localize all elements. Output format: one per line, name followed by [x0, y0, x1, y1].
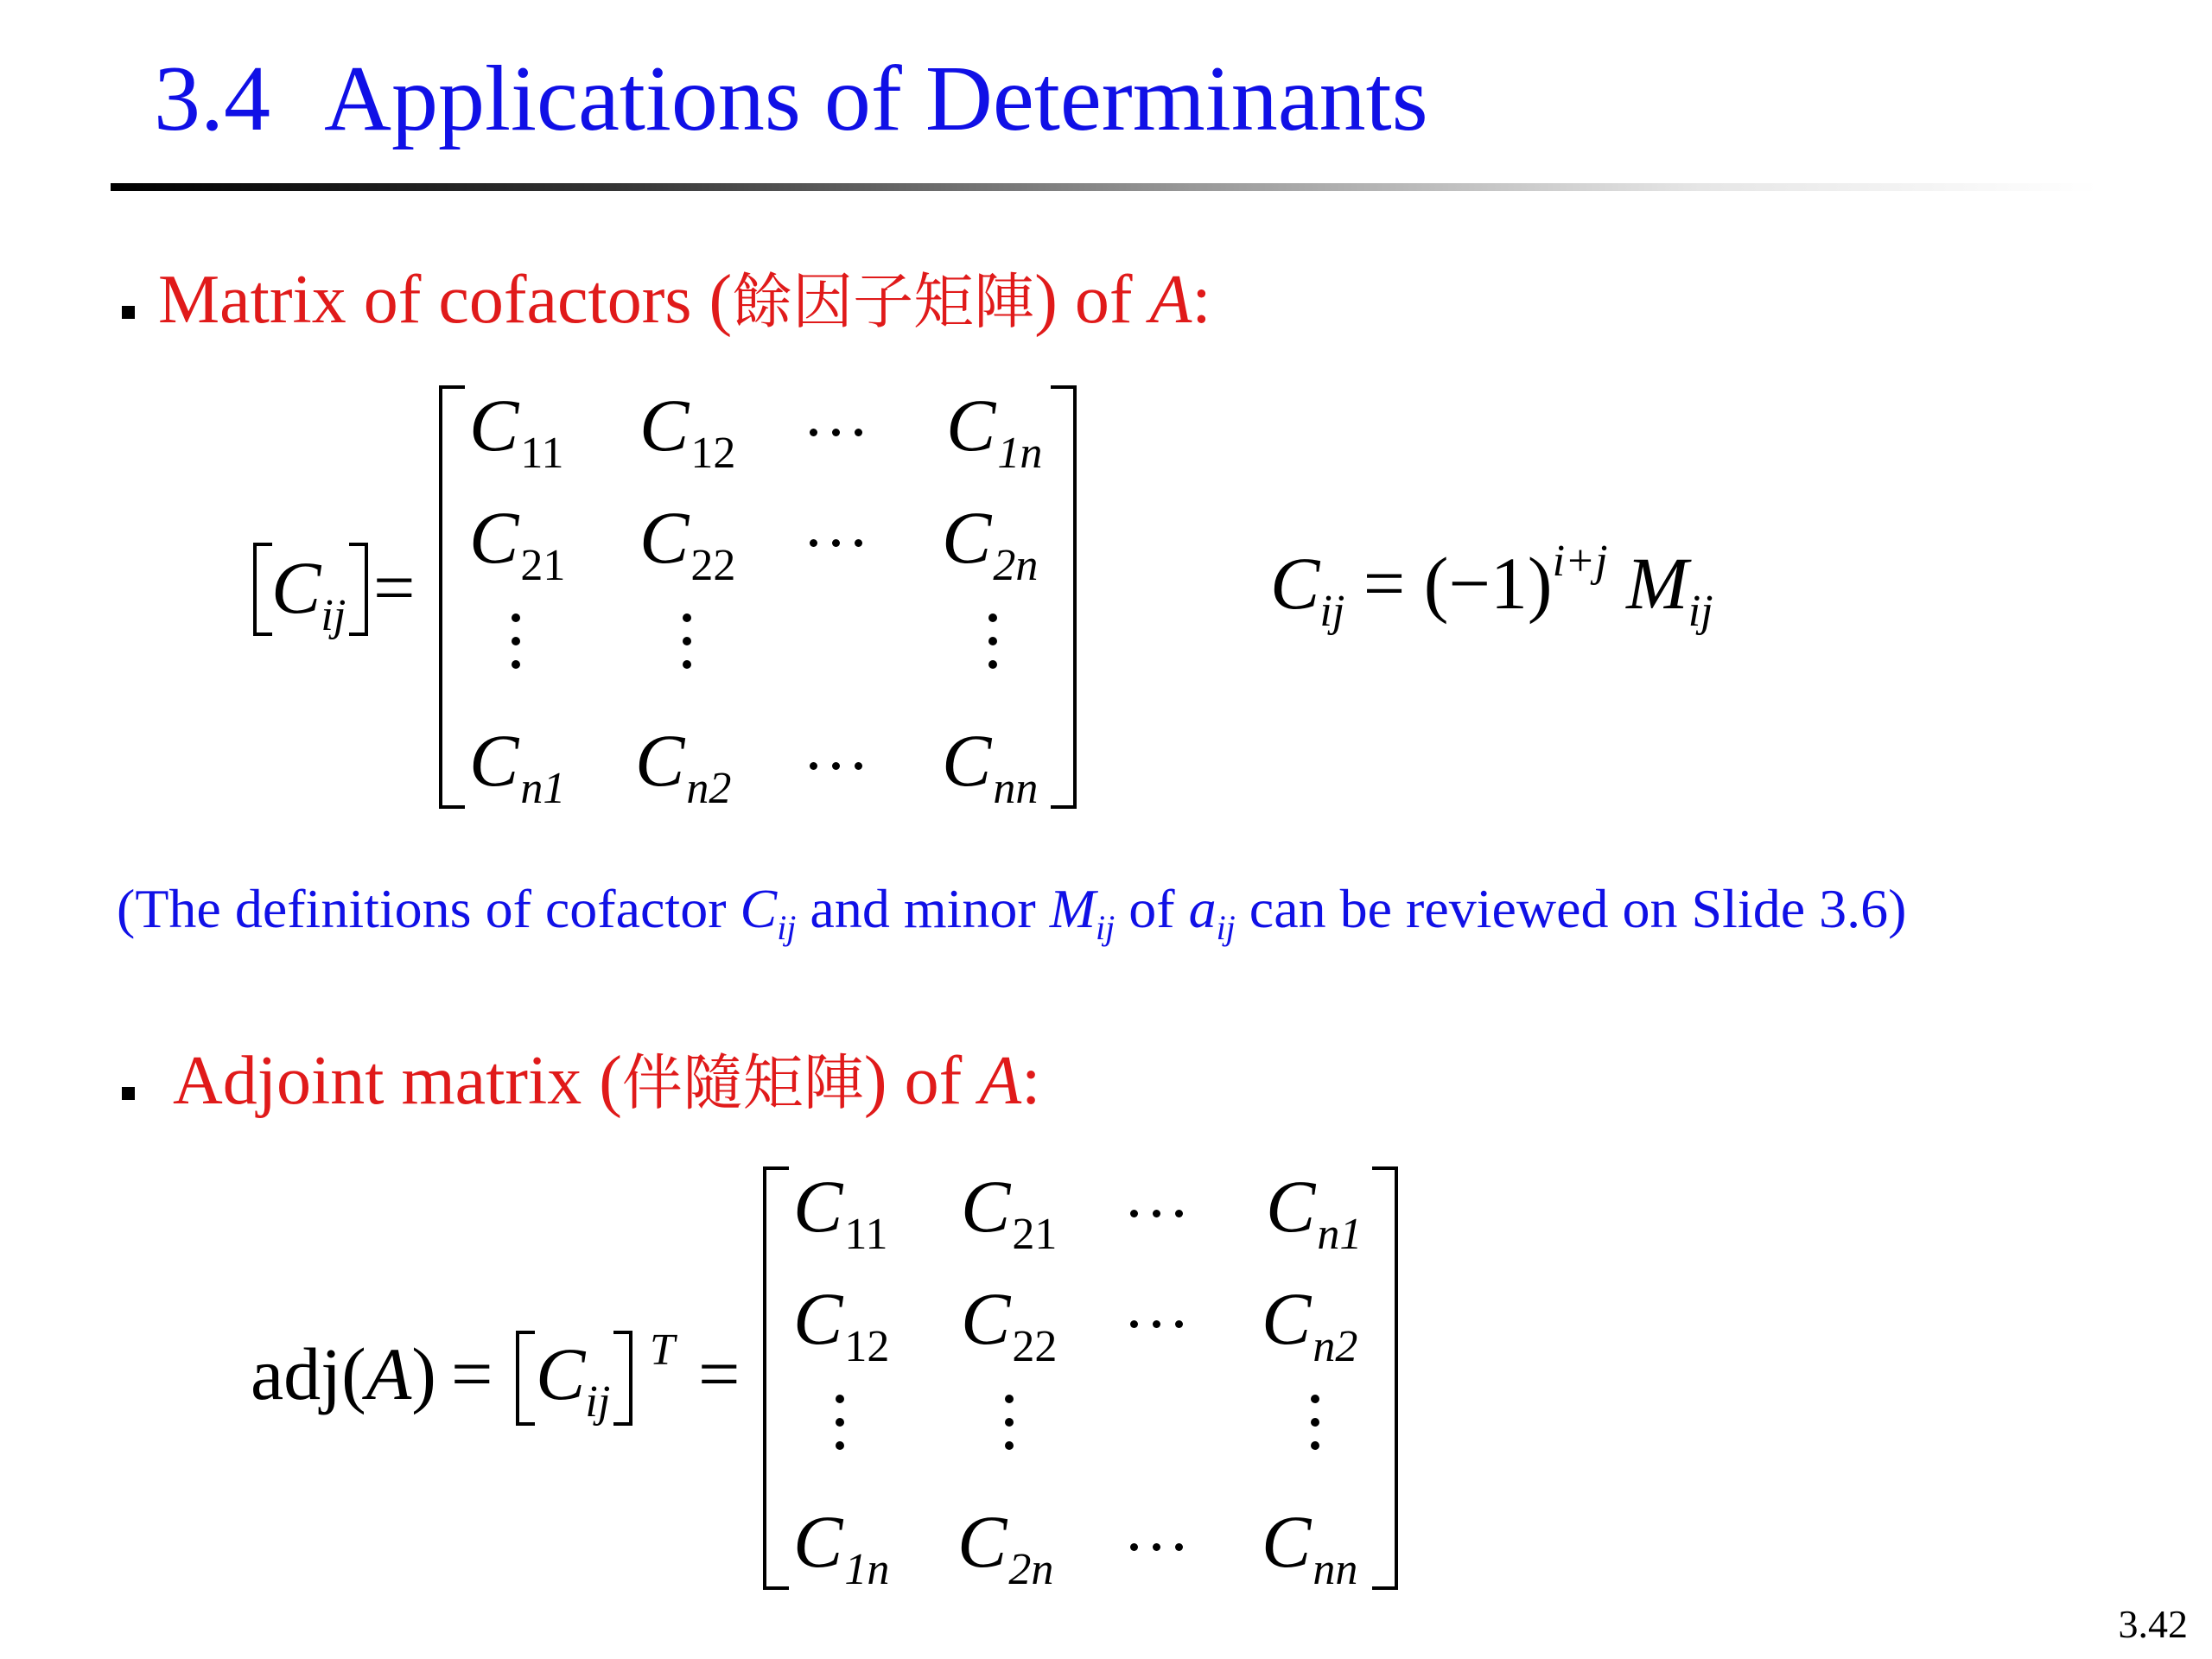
adjoint-col2-vdots [1005, 1395, 1014, 1465]
note-text-2: and minor [796, 878, 1050, 939]
adjoint-matrix-left-bracket [763, 1166, 789, 1590]
cofactor-row1-cdots [810, 425, 877, 434]
formula-exponent: i+j [1552, 537, 1608, 586]
note-m-sub: ij [1096, 908, 1116, 947]
cofactor-cell-nn [942, 717, 1038, 815]
cell-sub: 1n [844, 1545, 890, 1594]
formula-m: M [1626, 542, 1688, 625]
adjoint-cell-n1 [1266, 1163, 1362, 1261]
cofactor-cell-n1 [469, 717, 565, 815]
bullet-icon [122, 1087, 135, 1100]
cell-symbol: C [469, 496, 519, 579]
formula-neg-one: (−1) [1423, 542, 1553, 625]
cofactor-cell-21 [469, 494, 565, 592]
adj-lhs [251, 1331, 436, 1417]
cofactor-col1-vdots [512, 613, 520, 683]
cofactor-heading [158, 257, 1211, 345]
formula-c: C [1270, 542, 1320, 625]
cofactor-matrix-right-bracket [1051, 385, 1077, 809]
cofactor-cell-n2 [635, 717, 731, 815]
adjoint-heading [173, 1038, 1040, 1126]
lhs-sub: ij [321, 591, 346, 640]
adjoint-heading-colon: : [1021, 1043, 1041, 1119]
cell-symbol: C [639, 384, 690, 467]
adjoint-cell-12 [793, 1275, 889, 1373]
adj-close: ) [411, 1332, 436, 1415]
formula-equals: = [1363, 542, 1406, 625]
adjoint-heading-cjk: 伴隨矩陣 [621, 1047, 864, 1118]
note-m: M [1049, 878, 1096, 939]
note-text-4: can be reviewed on Slide 3.6) [1235, 878, 1907, 939]
cofactor-formula [1270, 537, 1713, 638]
cell-symbol: C [942, 719, 992, 802]
lhs-right-bracket [349, 543, 368, 636]
note-a: a [1188, 878, 1217, 939]
page-number: 3.42 [2118, 1602, 2188, 1646]
cofactor-cell-11 [469, 382, 563, 480]
adj-cij [536, 1331, 610, 1428]
note-c: C [740, 878, 778, 939]
formula-m-sub: ij [1688, 587, 1713, 636]
cofactor-cell-1n [946, 382, 1042, 480]
cell-symbol: C [957, 1500, 1007, 1583]
note-text-1: (The definitions of cofactor [117, 878, 741, 939]
cell-symbol: C [1262, 1500, 1312, 1583]
cofactor-rown-cdots [810, 759, 877, 767]
definition-note [117, 874, 1906, 963]
cell-sub: 12 [844, 1322, 890, 1371]
cell-sub: n1 [520, 764, 566, 813]
section-title: Applications of Determinants [324, 48, 1428, 150]
title-underline [111, 183, 2098, 191]
adj-equals-2: = [698, 1332, 741, 1415]
cofactor-heading-cjk: 餘因子矩陣 [732, 266, 1035, 337]
cell-symbol: C [469, 384, 519, 467]
adjoint-cell-nn [1262, 1498, 1357, 1596]
adjoint-heading-var: A [979, 1043, 1022, 1119]
adjoint-heading-text: Adjoint matrix ( [173, 1043, 622, 1119]
cofactor-heading-var: A [1149, 262, 1192, 338]
cell-symbol: C [946, 384, 996, 467]
slide-title [154, 43, 1428, 156]
adj-c-sub: ij [585, 1377, 611, 1427]
adj-cij-right-bracket [613, 1331, 632, 1426]
lhs-cij [271, 544, 346, 642]
cell-symbol: C [961, 1277, 1011, 1360]
cell-sub: 22 [690, 541, 736, 590]
adjoint-cell-n2 [1262, 1275, 1357, 1373]
cell-symbol: C [1266, 1165, 1316, 1248]
section-number: 3.4 [154, 48, 270, 150]
cell-sub: 11 [520, 429, 564, 478]
adj-transpose-t: T [650, 1325, 675, 1375]
adjoint-cell-11 [793, 1163, 887, 1261]
adjoint-rown-cdots [1130, 1540, 1198, 1548]
note-c-sub: ij [777, 908, 797, 947]
adj-text: adj( [251, 1332, 366, 1415]
cofactor-col2-vdots [683, 613, 691, 683]
cell-sub: n2 [1313, 1322, 1358, 1371]
note-text-3: of [1115, 878, 1189, 939]
cell-sub: n1 [1317, 1210, 1363, 1259]
adjoint-cell-21 [961, 1163, 1057, 1261]
cofactor-row2-cdots [810, 536, 877, 544]
cell-symbol: C [469, 719, 519, 802]
cofactor-heading-after: ) of [1034, 262, 1150, 338]
note-a-sub: ij [1216, 908, 1236, 947]
adjoint-heading-after: ) of [863, 1043, 980, 1119]
cell-symbol: C [1262, 1277, 1312, 1360]
adj-cij-left-bracket [516, 1331, 535, 1426]
cell-symbol: C [942, 496, 992, 579]
cofactor-cell-22 [639, 494, 735, 592]
cell-sub: 11 [844, 1210, 888, 1259]
cell-symbol: C [793, 1500, 843, 1583]
cell-symbol: C [635, 719, 685, 802]
adj-equals: = [451, 1332, 493, 1415]
adj-var: A [365, 1332, 412, 1415]
adjoint-cell-2n [957, 1498, 1053, 1596]
cell-sub: 21 [1012, 1210, 1058, 1259]
cofactor-cell-2n [942, 494, 1038, 592]
cofactor-heading-colon: : [1192, 262, 1211, 338]
adjoint-matrix-right-bracket [1372, 1166, 1398, 1590]
cell-sub: 2n [1008, 1545, 1054, 1594]
cell-sub: 2n [993, 541, 1039, 590]
cell-sub: 22 [1012, 1322, 1058, 1371]
cell-sub: nn [1313, 1545, 1358, 1594]
cell-sub: 21 [520, 541, 566, 590]
cell-symbol: C [961, 1165, 1011, 1248]
adjoint-cell-1n [793, 1498, 889, 1596]
cell-symbol: C [793, 1277, 843, 1360]
adjoint-row1-cdots [1130, 1206, 1198, 1215]
adjoint-col1-vdots [836, 1395, 844, 1465]
cell-symbol: C [639, 496, 690, 579]
cell-sub: 12 [690, 429, 736, 478]
adjoint-cell-22 [961, 1275, 1057, 1373]
adjoint-row2-cdots [1130, 1317, 1198, 1325]
cell-symbol: C [793, 1165, 843, 1248]
cofactor-coln-vdots [988, 613, 997, 683]
cell-sub: nn [993, 764, 1039, 813]
adjoint-coln-vdots [1311, 1395, 1319, 1465]
lhs-c: C [271, 546, 321, 629]
bullet-icon [122, 306, 135, 319]
cofactor-matrix-left-bracket [439, 385, 465, 809]
cofactor-heading-text: Matrix of cofactors ( [158, 262, 733, 338]
adj-transpose [650, 1296, 675, 1394]
cell-sub: 1n [997, 429, 1043, 478]
lhs-left-bracket [253, 543, 272, 636]
adj-c: C [536, 1332, 586, 1415]
cofactor-cell-12 [639, 382, 735, 480]
formula-c-sub: ij [1319, 587, 1345, 636]
lhs-equals: = [373, 546, 416, 629]
cell-sub: n2 [686, 764, 732, 813]
